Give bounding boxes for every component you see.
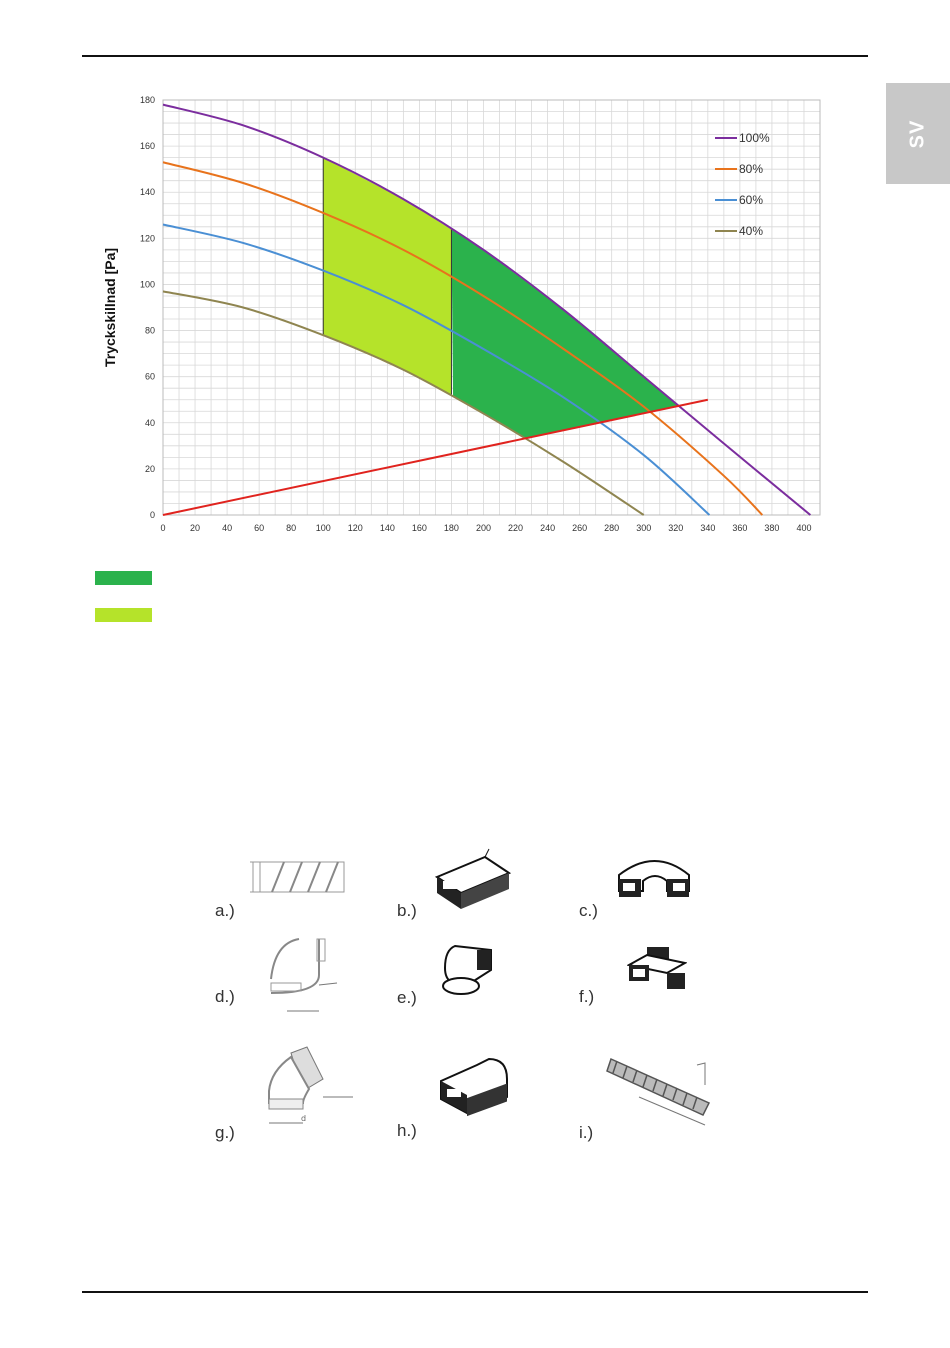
x-tick-label: 140 <box>379 523 395 533</box>
svg-text:d: d <box>301 1114 307 1123</box>
language-tab-label: SV <box>906 119 929 148</box>
legend-label: 40% <box>739 224 764 238</box>
fitting-label: a.) <box>215 901 235 920</box>
x-tick-label: 100 <box>315 523 331 533</box>
x-tick-label: 80 <box>286 523 297 533</box>
y-tick-label: 180 <box>139 95 155 105</box>
y-tick-label: 160 <box>139 141 155 152</box>
fitting-c <box>579 845 729 925</box>
y-tick-label: 140 <box>139 187 155 198</box>
y-tick-label: 100 <box>139 279 155 290</box>
fitting-b <box>397 845 547 925</box>
bend-90-icon <box>267 935 357 1020</box>
rectangular-tee-icon <box>627 943 687 997</box>
fitting-h <box>397 1055 547 1145</box>
transition-round-rect-icon <box>439 940 499 1000</box>
legend-swatch-light-green <box>95 608 152 622</box>
operating-band-1 <box>451 230 699 438</box>
x-tick-label: 220 <box>508 523 524 533</box>
x-tick-label: 380 <box>764 523 780 533</box>
rectangular-bend-icon <box>615 853 695 909</box>
fitting-label: h.) <box>397 1121 417 1140</box>
x-tick-label: 20 <box>190 523 201 533</box>
legend-label: 60% <box>739 193 764 207</box>
flexible-duct-icon <box>605 1045 725 1129</box>
fitting-i <box>579 1045 729 1145</box>
fitting-label: b.) <box>397 901 417 920</box>
fitting-label: i.) <box>579 1123 594 1142</box>
x-tick-label: 320 <box>668 523 684 533</box>
x-tick-label: 260 <box>572 523 588 533</box>
x-tick-label: 360 <box>732 523 748 533</box>
fitting-label: d.) <box>215 987 235 1006</box>
fitting-label: g.) <box>215 1123 235 1142</box>
legend-swatch-dark-green <box>95 571 152 585</box>
x-tick-label: 400 <box>796 523 812 533</box>
spiral-duct-icon <box>250 858 350 898</box>
x-tick-label: 60 <box>254 523 265 533</box>
top-rule <box>82 55 868 57</box>
language-tab[interactable] <box>886 83 950 184</box>
fitting-label: e.) <box>397 988 417 1007</box>
bottom-rule <box>82 1291 868 1293</box>
x-tick-label: 160 <box>411 523 427 533</box>
y-tick-label: 40 <box>144 417 155 428</box>
legend-label: 80% <box>739 162 764 176</box>
fitting-a <box>215 855 365 925</box>
x-tick-label: 0 <box>160 523 166 533</box>
legend-label: 100% <box>739 131 770 145</box>
y-tick-label: 120 <box>139 233 155 244</box>
fitting-g <box>215 1045 365 1145</box>
y-axis-label: Tryckskillnad [Pa] <box>102 247 118 368</box>
fitting-e <box>397 940 547 1020</box>
x-tick-label: 40 <box>222 523 233 533</box>
x-tick-label: 180 <box>443 523 459 533</box>
operating-band-0 <box>323 158 451 396</box>
x-tick-label: 120 <box>347 523 363 533</box>
fitting-f <box>579 935 729 1020</box>
fitting-d <box>215 935 365 1020</box>
y-tick-label: 20 <box>144 463 155 474</box>
fitting-label: f.) <box>579 987 595 1006</box>
x-tick-label: 340 <box>700 523 716 533</box>
x-tick-label: 200 <box>475 523 492 533</box>
rectangular-duct-icon <box>435 847 515 909</box>
y-tick-label: 0 <box>149 510 155 520</box>
rect-to-round-adapter-icon <box>437 1055 513 1119</box>
fitting-label: c.) <box>579 901 598 920</box>
bend-45-icon <box>263 1045 363 1133</box>
fan-pressure-chart <box>95 90 835 550</box>
y-tick-label: 60 <box>144 371 155 382</box>
x-tick-label: 280 <box>604 523 620 533</box>
x-tick-label: 240 <box>540 523 556 533</box>
x-tick-label: 300 <box>636 523 652 533</box>
y-tick-label: 80 <box>144 325 155 336</box>
